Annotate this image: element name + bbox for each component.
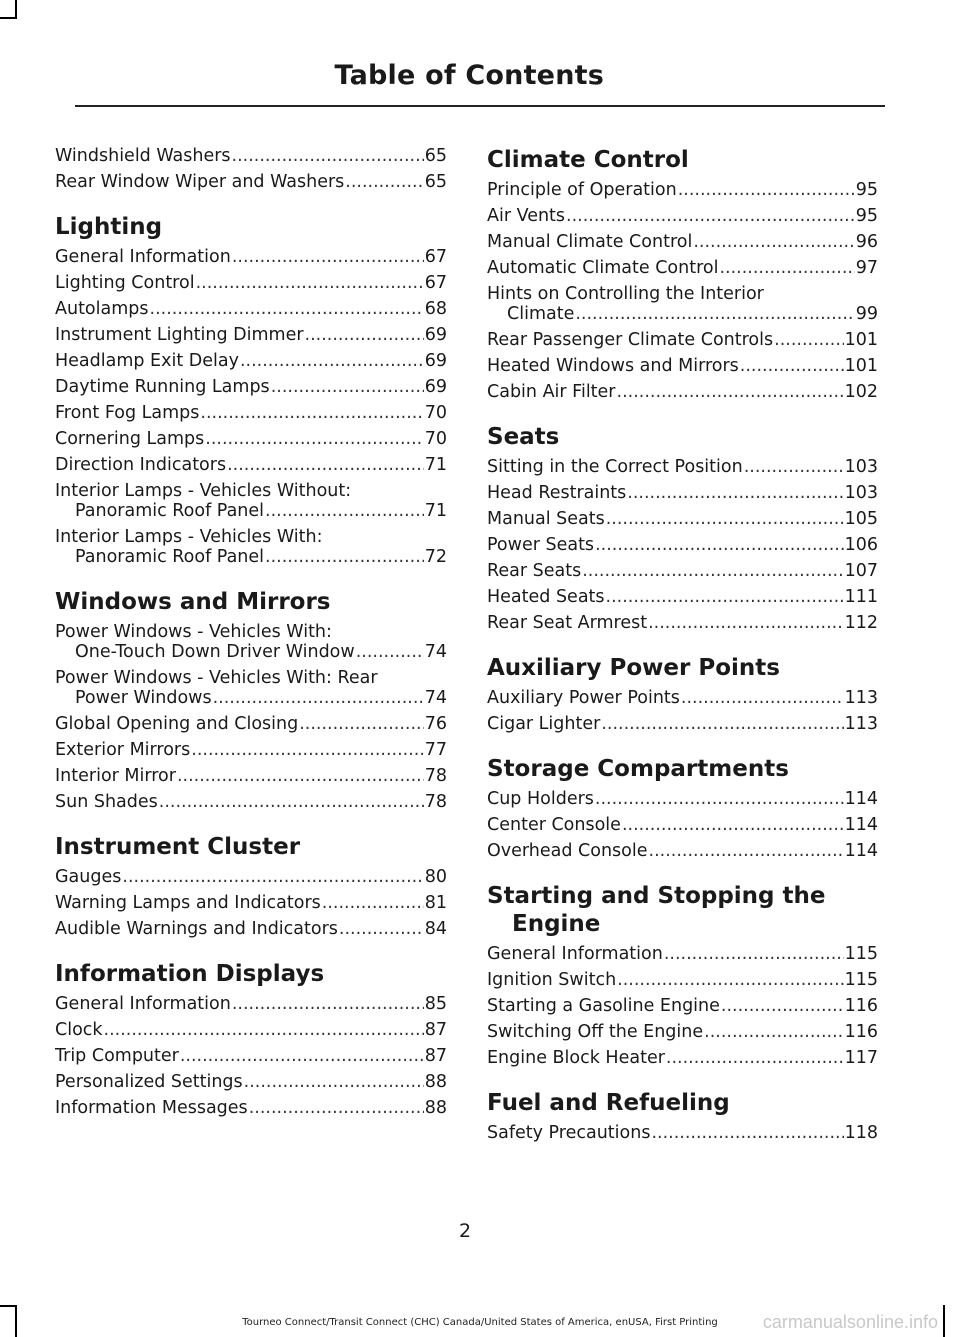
toc-entry-label: Heated Windows and Mirrors <box>487 356 739 376</box>
toc-entry-page-number: 68 <box>424 299 447 319</box>
dot-leader <box>666 1048 844 1068</box>
toc-entry-label: Power Windows - Vehicles With: <box>55 622 332 642</box>
dot-leader <box>227 455 424 475</box>
toc-entry-page-number: 114 <box>844 841 878 861</box>
toc-entry-page-number: 116 <box>844 1022 878 1042</box>
section-heading <box>487 146 878 174</box>
section-heading <box>55 833 447 861</box>
toc-entry-label: Daytime Running Lamps <box>55 377 270 397</box>
toc-entry-page-number: 112 <box>844 613 878 633</box>
toc-entry-label: Ignition Switch <box>487 970 617 990</box>
toc-entry[interactable] <box>55 867 447 887</box>
toc-entry-page-number: 72 <box>424 547 447 567</box>
dot-leader <box>740 356 844 376</box>
toc-entry-label: Sitting in the Correct Position <box>487 457 743 477</box>
toc-entry-page-number: 85 <box>424 994 447 1014</box>
dot-leader <box>356 642 424 662</box>
dot-leader <box>191 740 423 760</box>
toc-entry-page-number: 99 <box>855 304 878 324</box>
dot-leader <box>693 232 854 252</box>
toc-entry[interactable] <box>487 970 878 990</box>
toc-entry[interactable] <box>487 996 878 1016</box>
dot-leader <box>232 994 424 1014</box>
toc-entry[interactable] <box>55 351 447 371</box>
dot-leader <box>575 304 854 324</box>
dot-leader <box>205 429 423 449</box>
toc-entry-page-number: 70 <box>424 403 447 423</box>
dot-leader <box>606 509 844 529</box>
toc-entry-label: Switching Off the Engine <box>487 1022 704 1042</box>
toc-entry[interactable] <box>55 622 447 662</box>
toc-entry[interactable] <box>487 815 878 835</box>
toc-entry-label: Cup Holders <box>487 789 594 809</box>
toc-left-column <box>55 146 447 1124</box>
dot-leader <box>601 714 843 734</box>
toc-entry[interactable] <box>55 1098 447 1118</box>
dot-leader <box>345 172 423 192</box>
section-heading-continuation: Engine <box>512 911 601 937</box>
toc-entry[interactable] <box>55 172 447 192</box>
crop-mark-top-left-horizontal <box>0 17 17 19</box>
toc-entry[interactable] <box>487 688 878 708</box>
toc-entry[interactable] <box>55 527 447 567</box>
dot-leader <box>271 377 424 397</box>
toc-entry-label: Manual Climate Control <box>487 232 693 252</box>
toc-entry-page-number: 115 <box>844 944 878 964</box>
section-heading-label: Fuel and Refueling <box>487 1090 730 1116</box>
dot-leader <box>180 1046 424 1066</box>
toc-entry[interactable] <box>487 1123 878 1143</box>
toc-entry-label: Interior Mirror <box>55 766 176 786</box>
toc-entry-page-number: 105 <box>844 509 878 529</box>
dot-leader <box>322 893 424 913</box>
section-heading-label: Instrument Cluster <box>55 834 301 860</box>
dot-leader <box>213 688 424 708</box>
watermark: carmanualsonline.info <box>762 1312 938 1332</box>
toc-entry[interactable] <box>55 299 447 319</box>
toc-entry-label: Hints on Controlling the Interior <box>487 284 764 304</box>
toc-entry[interactable] <box>55 377 447 397</box>
toc-entry-page-number: 81 <box>424 893 447 913</box>
toc-entry-label: Interior Lamps - Vehicles Without: <box>55 481 352 501</box>
dot-leader <box>200 403 423 423</box>
toc-entry[interactable] <box>487 1048 878 1068</box>
toc-entry[interactable] <box>487 356 878 376</box>
toc-entry-page-number: 115 <box>844 970 878 990</box>
dot-leader <box>305 325 424 345</box>
toc-entry-label: Starting a Gasoline Engine <box>487 996 720 1016</box>
section-heading <box>487 882 878 938</box>
dot-leader <box>595 789 844 809</box>
section-heading-label: Lighting <box>55 214 163 240</box>
footer-text: Tourneo Connect/Transit Connect (CHC) Canada/United States of America, enUSA, First Printing <box>242 1317 718 1328</box>
toc-entry[interactable] <box>55 1020 447 1040</box>
toc-entry-page-number: 95 <box>855 180 878 200</box>
toc-entry-page-number: 96 <box>855 232 878 252</box>
toc-entry[interactable] <box>55 893 447 913</box>
toc-entry-page-number: 78 <box>424 792 447 812</box>
toc-entry-label: Center Console <box>487 815 621 835</box>
toc-entry-page-number: 88 <box>424 1072 447 1092</box>
toc-entry-page-number: 78 <box>424 766 447 786</box>
toc-entry-label: Manual Seats <box>487 509 605 529</box>
dot-leader <box>678 180 855 200</box>
section-heading-label: Climate Control <box>487 147 689 173</box>
toc-entry-page-number: 65 <box>424 172 447 192</box>
toc-entry-label: Autolamps <box>55 299 149 319</box>
toc-entry-page-number: 77 <box>424 740 447 760</box>
dot-leader <box>627 483 843 503</box>
toc-entry[interactable] <box>487 944 878 964</box>
crop-mark-top-left-vertical <box>15 0 17 18</box>
page-title: Table of Contents <box>334 60 604 91</box>
dot-leader <box>744 457 844 477</box>
section-heading <box>487 423 878 451</box>
toc-entry[interactable] <box>55 714 447 734</box>
toc-entry-label: General Information <box>55 994 231 1014</box>
toc-entry-page-number: 95 <box>855 206 878 226</box>
toc-entry-label: Cornering Lamps <box>55 429 205 449</box>
toc-entry-label: Headlamp Exit Delay <box>55 351 239 371</box>
dot-leader <box>617 382 844 402</box>
toc-entry-page-number: 69 <box>424 351 447 371</box>
toc-entry-page-number: 87 <box>424 1020 447 1040</box>
toc-entry[interactable] <box>55 740 447 760</box>
toc-entry-label: Auxiliary Power Points <box>487 688 680 708</box>
toc-entry-label: Personalized Settings <box>55 1072 243 1092</box>
dot-leader <box>617 970 843 990</box>
toc-entry-page-number: 113 <box>844 688 878 708</box>
toc-entry-label: Panoramic Roof Panel <box>75 547 265 567</box>
toc-entry[interactable] <box>55 1046 447 1066</box>
section-heading-label: Information Displays <box>55 961 325 987</box>
crop-mark-bottom-left-horizontal <box>0 1305 17 1307</box>
toc-entry-label: Audible Warnings and Indicators <box>55 919 338 939</box>
toc-entry[interactable] <box>487 714 878 734</box>
toc-entry-label: Cabin Air Filter <box>487 382 616 402</box>
dot-leader <box>651 1123 843 1143</box>
toc-entry-label: Power Windows - Vehicles With: Rear <box>55 668 378 688</box>
toc-entry[interactable] <box>487 613 878 633</box>
dot-leader <box>648 613 843 633</box>
toc-entry-label: Gauges <box>55 867 122 887</box>
toc-entry-label: Clock <box>55 1020 103 1040</box>
section-heading-label: Seats <box>487 424 560 450</box>
toc-entry-label: General Information <box>487 944 663 964</box>
section-heading <box>55 960 447 988</box>
toc-entry-label: General Information <box>55 247 231 267</box>
toc-entry-label: Power Windows <box>75 688 212 708</box>
toc-entry-page-number: 87 <box>424 1046 447 1066</box>
toc-entry[interactable] <box>55 792 447 812</box>
toc-entry-page-number: 80 <box>424 867 447 887</box>
page-number: 2 <box>458 1220 472 1242</box>
toc-entry[interactable] <box>55 1072 447 1092</box>
dot-leader <box>265 501 424 521</box>
toc-entry-page-number: 71 <box>424 501 447 521</box>
dot-leader <box>774 330 843 350</box>
toc-entry-label: Lighting Control <box>55 273 195 293</box>
toc-entry[interactable] <box>487 483 878 503</box>
header-rule <box>75 105 885 107</box>
dot-leader <box>122 867 423 887</box>
section-heading <box>55 213 447 241</box>
dot-leader <box>566 206 855 226</box>
toc-entry-page-number: 84 <box>424 919 447 939</box>
section-heading-label: Starting and Stopping the <box>487 883 826 909</box>
toc-entry[interactable] <box>55 919 447 939</box>
toc-entry-label: Head Restraints <box>487 483 627 503</box>
toc-entry[interactable] <box>487 1022 878 1042</box>
toc-entry-page-number: 116 <box>844 996 878 1016</box>
section-heading-label: Windows and Mirrors <box>55 589 331 615</box>
toc-entry[interactable] <box>487 206 878 226</box>
toc-entry-label: Interior Lamps - Vehicles With: <box>55 527 323 547</box>
toc-entry-page-number: 74 <box>424 642 447 662</box>
toc-entry-label: Automatic Climate Control <box>487 258 719 278</box>
toc-entry[interactable] <box>487 841 878 861</box>
toc-entry-page-number: 74 <box>424 688 447 708</box>
toc-entry-page-number: 88 <box>424 1098 447 1118</box>
toc-entry-page-number: 67 <box>424 273 447 293</box>
toc-entry-label: One-Touch Down Driver Window <box>75 642 355 662</box>
toc-entry[interactable] <box>487 457 878 477</box>
toc-entry[interactable] <box>487 789 878 809</box>
toc-entry-page-number: 69 <box>424 325 447 345</box>
toc-entry-label: Windshield Washers <box>55 146 231 166</box>
dot-leader <box>232 146 424 166</box>
toc-entry-label: Safety Precautions <box>487 1123 651 1143</box>
toc-entry-label: Warning Lamps and Indicators <box>55 893 321 913</box>
section-heading <box>487 1089 878 1117</box>
toc-entry-label: Rear Seats <box>487 561 582 581</box>
toc-entry-label: Air Vents <box>487 206 566 226</box>
toc-entry[interactable] <box>487 561 878 581</box>
toc-entry-page-number: 107 <box>844 561 878 581</box>
toc-entry-page-number: 65 <box>424 146 447 166</box>
dot-leader <box>664 944 844 964</box>
toc-entry[interactable] <box>487 258 878 278</box>
section-heading <box>487 755 878 783</box>
dot-leader <box>704 1022 843 1042</box>
toc-entry-page-number: 69 <box>424 377 447 397</box>
toc-entry[interactable] <box>55 146 447 166</box>
dot-leader <box>582 561 843 581</box>
toc-entry-page-number: 114 <box>844 815 878 835</box>
toc-entry-page-number: 118 <box>844 1123 878 1143</box>
toc-entry-page-number: 113 <box>844 714 878 734</box>
toc-entry[interactable] <box>55 325 447 345</box>
toc-entry-label: Global Opening and Closing <box>55 714 299 734</box>
toc-entry-label: Engine Block Heater <box>487 1048 665 1068</box>
toc-entry[interactable] <box>487 284 878 324</box>
toc-entry-label: Trip Computer <box>55 1046 179 1066</box>
section-heading-label: Auxiliary Power Points <box>487 655 780 681</box>
dot-leader <box>681 688 844 708</box>
toc-entry[interactable] <box>487 587 878 607</box>
toc-entry[interactable] <box>487 232 878 252</box>
toc-entry-label: Direction Indicators <box>55 455 227 475</box>
toc-entry-page-number: 101 <box>844 330 878 350</box>
toc-entry[interactable] <box>487 180 878 200</box>
toc-entry-page-number: 102 <box>844 382 878 402</box>
toc-entry-label: Power Seats <box>487 535 595 555</box>
toc-entry[interactable] <box>487 330 878 350</box>
toc-entry-page-number: 97 <box>855 258 878 278</box>
section-heading-label: Storage Compartments <box>487 756 789 782</box>
dot-leader <box>622 815 844 835</box>
toc-entry[interactable] <box>55 994 447 1014</box>
dot-leader <box>196 273 424 293</box>
toc-entry[interactable] <box>55 273 447 293</box>
toc-entry-page-number: 117 <box>844 1048 878 1068</box>
toc-entry-page-number: 111 <box>844 587 878 607</box>
dot-leader <box>177 766 424 786</box>
toc-entry-label: Cigar Lighter <box>487 714 601 734</box>
toc-right-column <box>487 146 878 1149</box>
toc-entry-label: Rear Window Wiper and Washers <box>55 172 345 192</box>
dot-leader <box>150 299 424 319</box>
toc-entry-page-number: 114 <box>844 789 878 809</box>
toc-entry-label: Rear Seat Armrest <box>487 613 648 633</box>
dot-leader <box>649 841 844 861</box>
toc-entry-label: Rear Passenger Climate Controls <box>487 330 774 350</box>
toc-entry-page-number: 70 <box>424 429 447 449</box>
toc-entry[interactable] <box>55 668 447 708</box>
toc-entry-page-number: 101 <box>844 356 878 376</box>
section-heading <box>55 588 447 616</box>
dot-leader <box>265 547 424 567</box>
dot-leader <box>595 535 844 555</box>
toc-entry-page-number: 103 <box>844 483 878 503</box>
toc-entry-label: Sun Shades <box>55 792 158 812</box>
dot-leader <box>240 351 424 371</box>
toc-entry[interactable] <box>55 481 447 521</box>
dot-leader <box>249 1098 424 1118</box>
toc-entry-page-number: 76 <box>424 714 447 734</box>
toc-entry[interactable] <box>55 403 447 423</box>
toc-entry-label: Principle of Operation <box>487 180 677 200</box>
section-heading <box>487 654 878 682</box>
dot-leader <box>299 714 424 734</box>
dot-leader <box>721 996 844 1016</box>
toc-entry-label: Panoramic Roof Panel <box>75 501 265 521</box>
toc-entry-label: Front Fog Lamps <box>55 403 200 423</box>
dot-leader <box>244 1072 424 1092</box>
toc-entry-page-number: 71 <box>424 455 447 475</box>
toc-entry-page-number: 67 <box>424 247 447 267</box>
dot-leader <box>104 1020 424 1040</box>
toc-entry[interactable] <box>55 455 447 475</box>
dot-leader <box>606 587 844 607</box>
toc-entry[interactable] <box>487 382 878 402</box>
toc-entry[interactable] <box>487 509 878 529</box>
dot-leader <box>232 247 424 267</box>
toc-entry-label: Information Messages <box>55 1098 248 1118</box>
toc-entry[interactable] <box>55 766 447 786</box>
toc-entry-page-number: 106 <box>844 535 878 555</box>
toc-entry-label: Overhead Console <box>487 841 648 861</box>
toc-entry-label: Heated Seats <box>487 587 605 607</box>
toc-entry-label: Climate <box>507 304 575 324</box>
toc-entry-page-number: 103 <box>844 457 878 477</box>
toc-entry-label: Exterior Mirrors <box>55 740 191 760</box>
dot-leader <box>339 919 424 939</box>
toc-entry[interactable] <box>55 429 447 449</box>
toc-entry[interactable] <box>55 247 447 267</box>
dot-leader <box>719 258 854 278</box>
toc-entry-label: Instrument Lighting Dimmer <box>55 325 304 345</box>
dot-leader <box>159 792 424 812</box>
toc-entry[interactable] <box>487 535 878 555</box>
